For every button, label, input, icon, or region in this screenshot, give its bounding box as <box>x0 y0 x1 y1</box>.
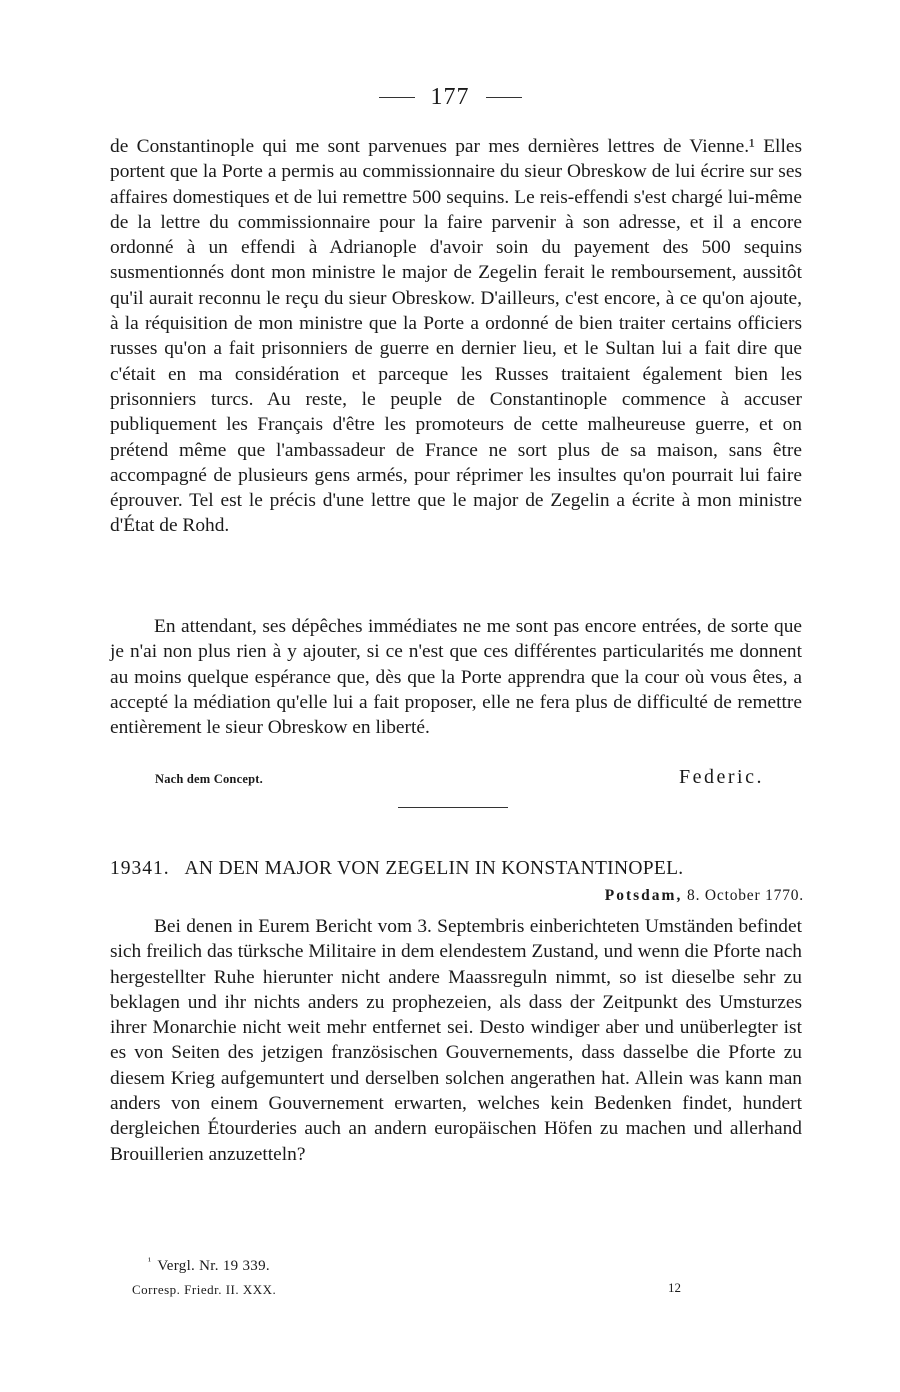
sheet-number: 12 <box>668 1280 681 1295</box>
dateline <box>605 887 804 905</box>
header-rule-right <box>486 97 522 98</box>
document-heading <box>110 858 810 880</box>
letter-paragraph-1: de Constantinople qui me sont parvenues par mes dernières lettres de Vienne.¹ Elles portent que la Porte a permis au commissionnaire du sieur Obreskow de lui écrire sur ses affaires domestiques et de lui remettre 500 sequins. Le reis-effendi s'est chargé lui-même de la lettre du commissionnaire pour la faire parvenir à son adresse, et il a encore ordonné à un effendi à Adrianople d'avoir soin du payement des 500 sequins susmentionnés dont mon ministre le major de Zegelin ferait le remboursement, aussitôt qu'il aurait reconnu le reçu du sieur Obreskow. D'ailleurs, c'est encore, à ce qu'on ajoute, à la réquisition de mon ministre que la Porte a ordonné de bien traiter certains officiers russes qu'on a fait prisonniers de guerre en dernier lieu, et le Sultan lui a fait dire que c'était en ma considération et parceque les Russes traitaient également bien les prisonniers turcs. Au reste, le peuple de Constantinople commence à accuser publiquement les Français d'être les promoteurs de cette malheureuse guerre, et on prétend même que l'ambassadeur de France ne sort plus de sa maison, sans être accompagné de plusieurs gens armés, pour réprimer les insultes qu'on pourrait lui faire éprouver. Tel est le précis d'une lettre que le major de Zegelin a écrite à mon ministre d'État de Rohd. <box>110 136 802 537</box>
dateline-date: 8. October 1770. <box>687 887 804 904</box>
dispatch-paragraph: Bei denen in Eurem Bericht vom 3. Septembris einberichteten Umständen befindet sich freilich das türksche Militaire in dem elendestem Zustand, und wenn die Pforte nach hergestellter Ruhe hierunter nicht andere Maassreguln nimmt, so ist dieselbe sehr zu beklagen und ihr nichts anders zu prophezeien, als dass der Zeitpunkt des Umsturzes ihrer Monarchie nicht weit mehr entfernet sei. Desto windiger aber und unüberlegter ist es von Seiten des jetzigen französischen Gouvernements, dass dasselbe die Pforte zu diesem Krieg aufgemuntert und derselben solchen angerathen hat. Allein was kann man anders von einem Gouvernement erwarten, welches kein Bedenken findet, hundert dergleichen Étourderies auch an andern europäischen Höfen zu machen und allerhand Brouillerien anzuzetteln? <box>110 916 802 1165</box>
section-separator <box>398 807 508 808</box>
footnote <box>148 1256 270 1275</box>
footnote-text: Vergl. Nr. 19 339. <box>157 1258 270 1274</box>
document-title: AN DEN MAJOR VON ZEGELIN IN KONSTANTINOPEL. <box>184 858 684 879</box>
imprint: Corresp. Friedr. II. XXX. <box>132 1282 277 1297</box>
page-number: 177 <box>430 84 470 110</box>
letter-paragraph-2: En attendant, ses dépêches immédiates ne me sont pas encore entrées, de sorte que je n'ai non plus rien à y ajouter, si ce n'est que ces différentes particularités me donnent au moins quelque espérance que, dès que la Porte apprendra que la cour où vous êtes, a accepté la médiation qu'elle lui a fait proposer, elle ne fera plus de difficulté de remettre entièrement le sieur Obreskow en liberté. <box>110 616 802 739</box>
document-number: 19341. <box>110 858 170 879</box>
header-rule-left <box>379 97 415 98</box>
signature: Federic. <box>679 766 764 788</box>
dateline-place: Potsdam, <box>604 887 683 904</box>
footnote-mark: ¹ <box>148 1256 152 1267</box>
page-header <box>0 84 900 111</box>
source-note: Nach dem Concept. <box>155 772 263 786</box>
